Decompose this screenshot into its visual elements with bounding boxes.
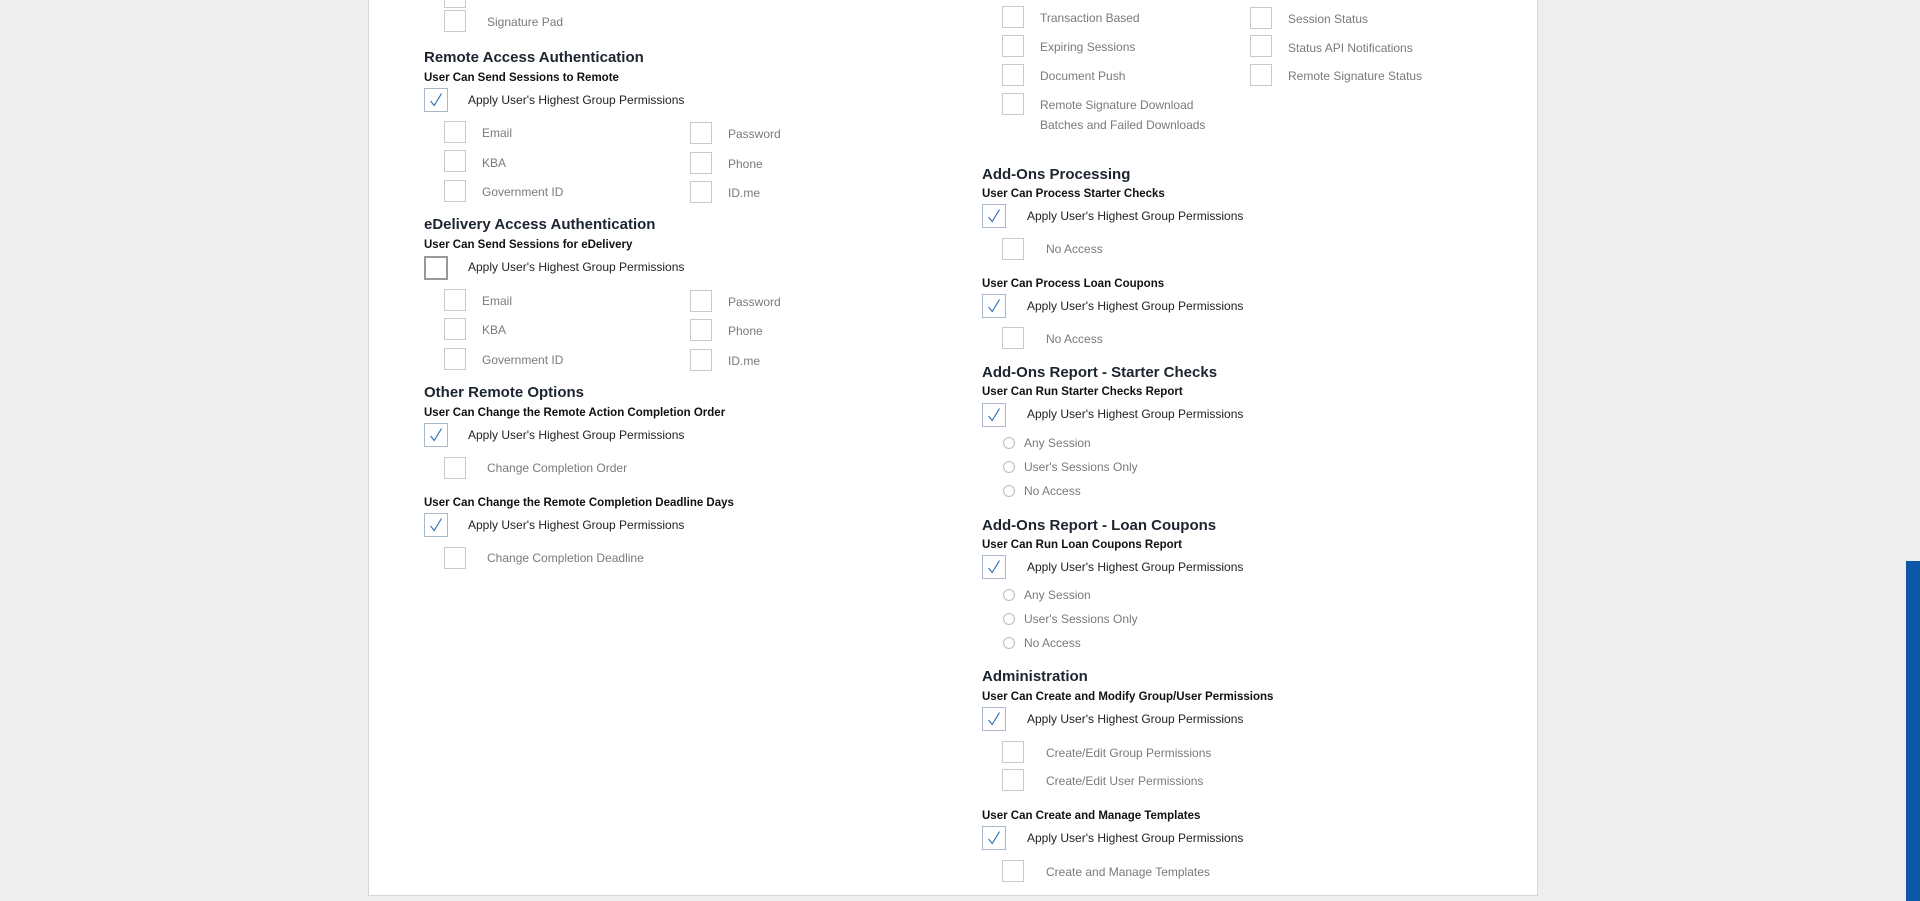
change-completion-deadline-checkbox[interactable] xyxy=(444,547,466,569)
edelivery-idme-label: ID.me xyxy=(728,354,761,368)
permissions-panel xyxy=(368,0,1538,896)
report-starter-subtitle: User Can Run Starter Checks Report xyxy=(982,386,1183,398)
create-manage-templates-label: Create and Manage Templates xyxy=(1046,865,1210,879)
remote-government-id-checkbox[interactable] xyxy=(444,180,466,202)
remote-idme-checkbox[interactable] xyxy=(690,181,712,203)
checkmark-icon xyxy=(983,295,1005,317)
edelivery-idme-checkbox[interactable] xyxy=(690,349,712,371)
checkmark-icon xyxy=(425,424,447,446)
create-edit-user-permissions-label: Create/Edit User Permissions xyxy=(1046,774,1204,788)
create-edit-group-permissions-label: Create/Edit Group Permissions xyxy=(1046,746,1212,760)
report-loan-users-sessions-label: User's Sessions Only xyxy=(1024,612,1138,626)
edelivery-kba-label: KBA xyxy=(482,323,507,337)
edelivery-kba-checkbox[interactable] xyxy=(444,318,466,340)
process-starter-checks-subtitle: User Can Process Starter Checks xyxy=(982,188,1165,200)
remote-access-subtitle: User Can Send Sessions to Remote xyxy=(424,72,619,84)
report-loan-users-sessions-radio[interactable] xyxy=(1003,613,1015,625)
manage-templates-apply-label: Apply User's Highest Group Permissions xyxy=(1027,831,1244,845)
report-starter-no-access-radio[interactable] xyxy=(1003,485,1015,497)
remote-kba-checkbox[interactable] xyxy=(444,150,466,172)
create-edit-user-permissions-checkbox[interactable] xyxy=(1002,769,1024,791)
edelivery-phone-label: Phone xyxy=(728,324,763,338)
edelivery-email-label: Email xyxy=(482,294,513,308)
transaction-based-label: Transaction Based xyxy=(1040,11,1140,25)
report-starter-users-sessions-label: User's Sessions Only xyxy=(1024,460,1138,474)
scrollbar-thumb[interactable] xyxy=(1906,561,1920,901)
starter-checks-no-access-label: No Access xyxy=(1046,242,1103,256)
checkbox-partial-top[interactable] xyxy=(444,0,466,8)
session-status-checkbox[interactable] xyxy=(1250,7,1272,29)
remote-kba-label: KBA xyxy=(482,156,507,170)
starter-checks-no-access-checkbox[interactable] xyxy=(1002,238,1024,260)
report-starter-any-session-label: Any Session xyxy=(1024,436,1091,450)
session-status-label: Session Status xyxy=(1288,12,1369,26)
administration-title: Administration xyxy=(982,668,1088,685)
remote-email-label: Email xyxy=(482,126,513,140)
checkmark-icon xyxy=(425,514,447,536)
remote-government-id-label: Government ID xyxy=(482,185,564,199)
admin-permissions-apply-label: Apply User's Highest Group Permissions xyxy=(1027,712,1244,726)
checkmark-icon xyxy=(983,205,1005,227)
report-starter-title: Add-Ons Report - Starter Checks xyxy=(982,364,1218,381)
loan-coupons-apply-checkbox[interactable] xyxy=(982,294,1006,318)
remote-signature-status-label: Remote Signature Status xyxy=(1288,69,1423,83)
remote-email-checkbox[interactable] xyxy=(444,121,466,143)
edelivery-government-id-checkbox[interactable] xyxy=(444,348,466,370)
starter-checks-apply-checkbox[interactable] xyxy=(982,204,1006,228)
remote-signature-download-checkbox[interactable] xyxy=(1002,93,1024,115)
checkmark-icon xyxy=(983,708,1005,730)
report-loan-apply-checkbox[interactable] xyxy=(982,555,1006,579)
completion-order-apply-label: Apply User's Highest Group Permissions xyxy=(468,428,685,442)
create-manage-templates-checkbox[interactable] xyxy=(1002,860,1024,882)
report-starter-any-session-radio[interactable] xyxy=(1003,437,1015,449)
report-starter-no-access-label: No Access xyxy=(1024,484,1081,498)
manage-templates-subtitle: User Can Create and Manage Templates xyxy=(982,810,1201,822)
document-push-checkbox[interactable] xyxy=(1002,64,1024,86)
checkmark-icon xyxy=(983,556,1005,578)
manage-templates-apply-checkbox[interactable] xyxy=(982,826,1006,850)
remote-signature-status-checkbox[interactable] xyxy=(1250,64,1272,86)
edelivery-phone-checkbox[interactable] xyxy=(690,319,712,341)
addons-processing-title: Add-Ons Processing xyxy=(982,166,1131,183)
completion-deadline-apply-label: Apply User's Highest Group Permissions xyxy=(468,518,685,532)
signature-pad-label: Signature Pad xyxy=(487,15,564,29)
completion-order-apply-checkbox[interactable] xyxy=(424,423,448,447)
remote-signature-download-label: Remote Signature Download Batches and Failed Downloads xyxy=(1040,98,1206,132)
starter-checks-apply-label: Apply User's Highest Group Permissions xyxy=(1027,209,1244,223)
edelivery-government-id-label: Government ID xyxy=(482,353,564,367)
signature-pad-checkbox[interactable] xyxy=(444,10,466,32)
edelivery-title: eDelivery Access Authentication xyxy=(424,216,656,233)
expiring-sessions-label: Expiring Sessions xyxy=(1040,40,1136,54)
remote-access-apply-checkbox[interactable] xyxy=(424,88,448,112)
change-completion-deadline-label: Change Completion Deadline xyxy=(487,551,644,565)
transaction-based-checkbox[interactable] xyxy=(1002,6,1024,28)
remote-phone-checkbox[interactable] xyxy=(690,152,712,174)
expiring-sessions-checkbox[interactable] xyxy=(1002,35,1024,57)
report-loan-title: Add-Ons Report - Loan Coupons xyxy=(982,517,1217,534)
edelivery-apply-label: Apply User's Highest Group Permissions xyxy=(468,260,685,274)
change-completion-order-label: Change Completion Order xyxy=(487,461,628,475)
report-loan-no-access-label: No Access xyxy=(1024,636,1081,650)
other-remote-subtitle-order: User Can Change the Remote Action Completion Order xyxy=(424,407,726,419)
remote-access-apply-label: Apply User's Highest Group Permissions xyxy=(468,93,685,107)
checkmark-icon xyxy=(983,827,1005,849)
remote-access-title: Remote Access Authentication xyxy=(424,49,644,66)
remote-password-checkbox[interactable] xyxy=(690,122,712,144)
document-push-label: Document Push xyxy=(1040,69,1126,83)
edelivery-apply-checkbox[interactable] xyxy=(424,256,448,280)
remote-idme-label: ID.me xyxy=(728,186,761,200)
create-edit-group-permissions-checkbox[interactable] xyxy=(1002,741,1024,763)
report-loan-any-session-label: Any Session xyxy=(1024,588,1091,602)
loan-coupons-no-access-label: No Access xyxy=(1046,332,1103,346)
report-loan-any-session-radio[interactable] xyxy=(1003,589,1015,601)
report-loan-no-access-radio[interactable] xyxy=(1003,637,1015,649)
report-starter-apply-label: Apply User's Highest Group Permissions xyxy=(1027,407,1244,421)
admin-permissions-subtitle: User Can Create and Modify Group/User Permissions xyxy=(982,691,1274,703)
status-api-notifications-checkbox[interactable] xyxy=(1250,35,1272,57)
process-loan-coupons-subtitle: User Can Process Loan Coupons xyxy=(982,278,1165,290)
loan-coupons-apply-label: Apply User's Highest Group Permissions xyxy=(1027,299,1244,313)
other-remote-subtitle-deadline: User Can Change the Remote Completion Deadline Days xyxy=(424,497,734,509)
report-starter-users-sessions-radio[interactable] xyxy=(1003,461,1015,473)
edelivery-password-label: Password xyxy=(728,295,781,309)
report-starter-apply-checkbox[interactable] xyxy=(982,403,1006,427)
checkmark-icon xyxy=(983,404,1005,426)
edelivery-password-checkbox[interactable] xyxy=(690,290,712,312)
edelivery-subtitle: User Can Send Sessions for eDelivery xyxy=(424,239,633,251)
other-remote-title: Other Remote Options xyxy=(424,384,585,401)
edelivery-email-checkbox[interactable] xyxy=(444,289,466,311)
remote-phone-label: Phone xyxy=(728,157,763,171)
completion-deadline-apply-checkbox[interactable] xyxy=(424,513,448,537)
admin-permissions-apply-checkbox[interactable] xyxy=(982,707,1006,731)
remote-password-label: Password xyxy=(728,127,781,141)
status-api-notifications-label: Status API Notifications xyxy=(1288,41,1413,55)
checkmark-icon xyxy=(425,89,447,111)
change-completion-order-checkbox[interactable] xyxy=(444,457,466,479)
report-loan-subtitle: User Can Run Loan Coupons Report xyxy=(982,539,1182,551)
loan-coupons-no-access-checkbox[interactable] xyxy=(1002,327,1024,349)
report-loan-apply-label: Apply User's Highest Group Permissions xyxy=(1027,560,1244,574)
